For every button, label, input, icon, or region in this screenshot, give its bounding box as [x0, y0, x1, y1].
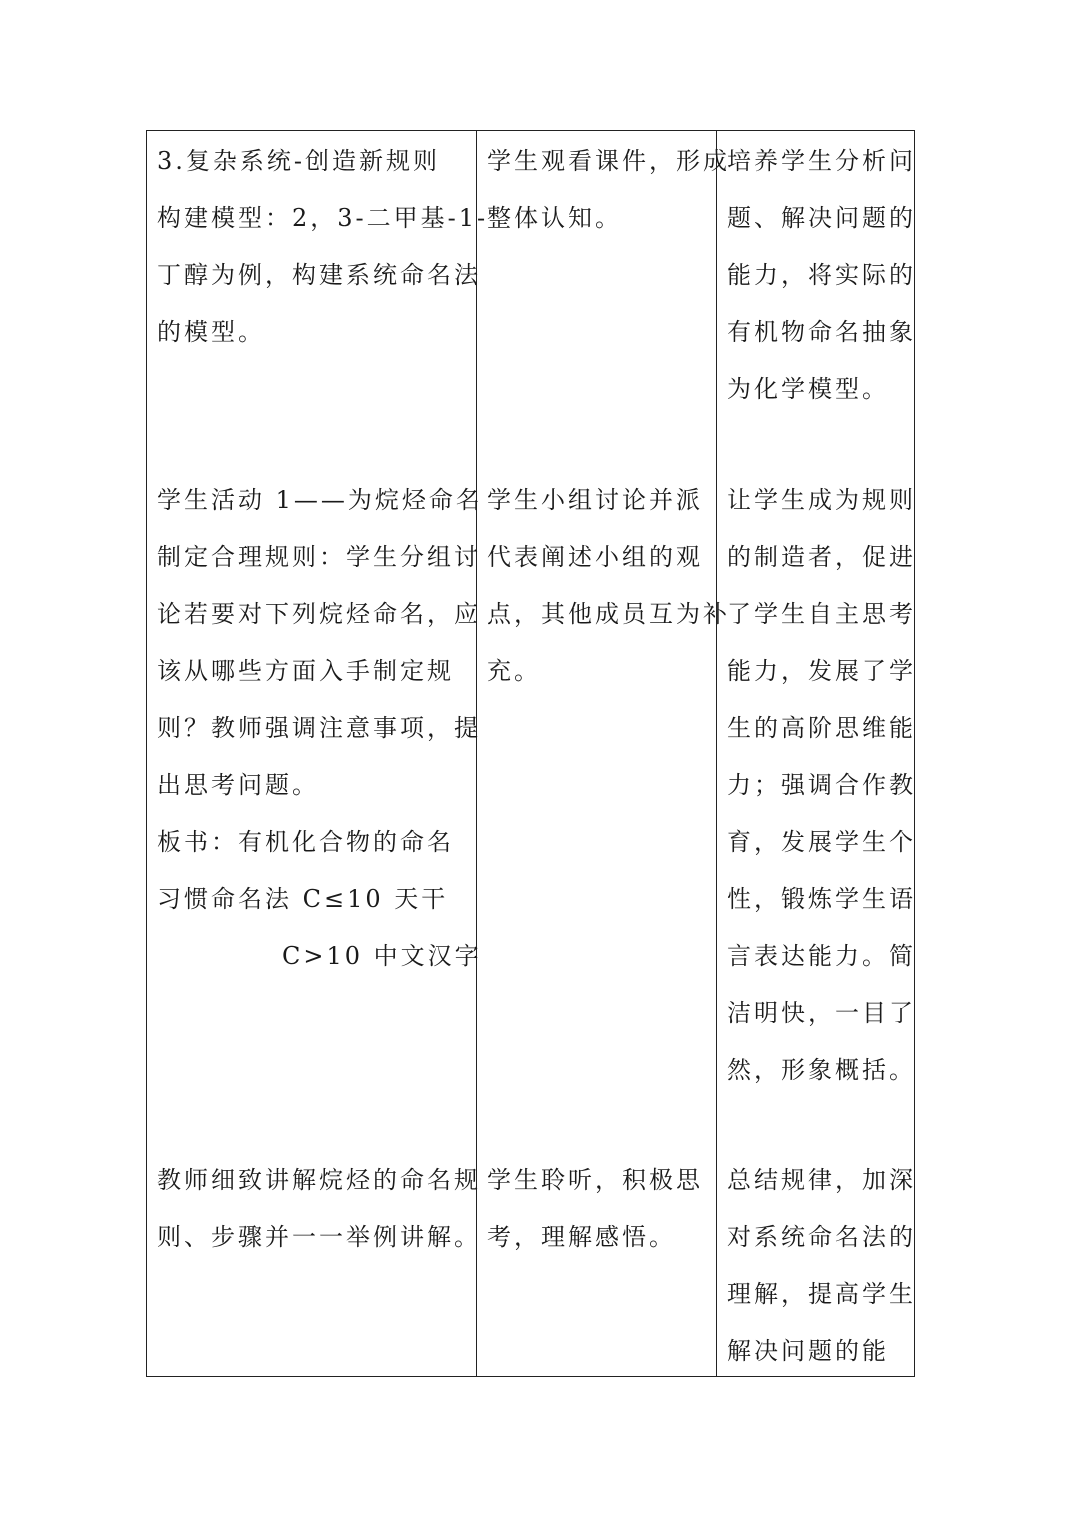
column-divider: [716, 131, 717, 1376]
teacher-activity-cell: [157, 133, 488, 361]
text-line: 言表达能力。简: [727, 942, 916, 970]
teacher-activity-cell: [157, 472, 483, 985]
text-line: 的制造者，促进: [727, 543, 916, 571]
student-activity-cell: [487, 133, 730, 247]
student-activity-cell: [487, 1152, 703, 1266]
text-line: 点，其他成员互为补: [487, 600, 730, 628]
teacher-activity-cell: [157, 1152, 481, 1266]
lesson-plan-table: [146, 130, 915, 1377]
text-line: 3.复杂系统-创造新规则: [157, 147, 441, 175]
text-line: 总结规律，加深: [727, 1166, 916, 1194]
text-line: 充。: [487, 657, 541, 685]
text-line: 构建模型：2，3-二甲基-1-: [157, 204, 489, 232]
text-line: 解决问题的能: [727, 1337, 889, 1365]
text-line: 培养学生分析问: [727, 147, 916, 175]
student-activity-cell: [487, 472, 730, 700]
text-line: 学生小组讨论并派: [487, 486, 703, 514]
text-line: 理解，提高学生: [727, 1280, 916, 1308]
text-line: 论若要对下列烷烃命名，应: [157, 600, 481, 628]
text-line: 学生观看课件，形成: [487, 147, 730, 175]
design-intent-cell: [727, 133, 916, 418]
text-line: 题、解决问题的: [727, 204, 916, 232]
text-line: 制定合理规则：学生分组讨: [157, 543, 481, 571]
text-line: 生的高阶思维能: [727, 714, 916, 742]
text-line: 对系统命名法的: [727, 1223, 916, 1251]
text-line: 洁明快，一目了: [727, 999, 916, 1027]
text-line: 代表阐述小组的观: [487, 543, 703, 571]
text-line: 板书：有机化合物的命名: [157, 828, 454, 856]
text-line: 然，形象概括。: [727, 1056, 916, 1084]
text-line: 习惯命名法 C≤10 天干: [157, 885, 449, 913]
text-line: 考，理解感悟。: [487, 1223, 676, 1251]
text-line: 学生聆听，积极思: [487, 1166, 703, 1194]
text-line: 能力，发展了学: [727, 657, 916, 685]
text-line: 能力，将实际的: [727, 261, 916, 289]
text-line: 整体认知。: [487, 204, 622, 232]
text-line: 则？教师强调注意事项，提: [157, 714, 481, 742]
text-line: 力；强调合作教: [727, 771, 916, 799]
text-line: 出思考问题。: [157, 771, 319, 799]
text-line: 性，锻炼学生语: [727, 885, 916, 913]
text-line: 为化学模型。: [727, 375, 889, 403]
text-line: 的模型。: [157, 318, 265, 346]
text-line: 育，发展学生个: [727, 828, 916, 856]
text-line: 有机物命名抽象: [727, 318, 916, 346]
design-intent-cell: [727, 1152, 916, 1380]
text-line: 教师细致讲解烷烃的命名规: [157, 1166, 481, 1194]
text-line: 该从哪些方面入手制定规: [157, 657, 454, 685]
text-line: 让学生成为规则: [727, 486, 916, 514]
text-line: 了学生自主思考: [727, 600, 916, 628]
text-line: 丁醇为例，构建系统命名法: [157, 261, 481, 289]
text-line: 学生活动 1——为烷烃命名: [157, 486, 483, 514]
design-intent-cell: [727, 472, 916, 1099]
text-line: 则、步骤并一一举例讲解。: [157, 1223, 481, 1251]
text-line: C>10 中文汉字: [282, 942, 482, 970]
